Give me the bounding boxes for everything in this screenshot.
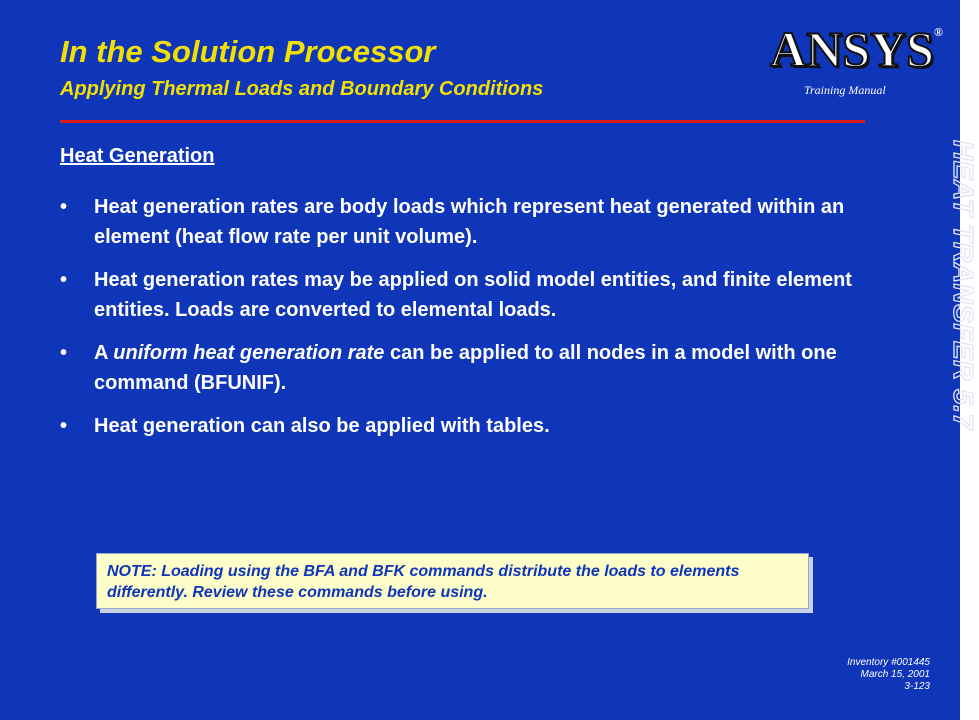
note-text: NOTE: Loading using the BFA and BFK commands distribute the loads to elements differently. Review these commands before using. xyxy=(107,563,740,601)
bullet-dot: • xyxy=(60,269,68,291)
header-divider xyxy=(60,120,865,123)
bullet-item xyxy=(60,411,880,441)
bullet-item xyxy=(60,192,880,252)
bullet-dot: • xyxy=(60,342,68,364)
footer xyxy=(847,657,930,693)
bullet-text: Heat generation rates may be applied on solid model entities, and finite element entities. Loads are converted to elemental loads. xyxy=(94,269,852,321)
page-number: 3-123 xyxy=(904,681,930,692)
bullet-dot: • xyxy=(60,415,68,437)
inventory-number: Inventory #001445 xyxy=(847,657,930,668)
training-manual-label: Training Manual xyxy=(804,83,886,97)
side-label: HEAT TRANSFER 5.7 xyxy=(948,140,979,430)
footer-date: March 15, 2001 xyxy=(860,669,930,680)
bullet-text: Heat generation can also be applied with tables. xyxy=(94,415,550,437)
note-box xyxy=(96,553,809,609)
bullet-item xyxy=(60,265,880,325)
slide-subtitle: Applying Thermal Loads and Boundary Conditions xyxy=(60,78,544,100)
bullet-list xyxy=(60,192,880,454)
bullet-dot: • xyxy=(60,196,68,218)
bullet-emphasis: uniform heat generation rate xyxy=(113,342,385,364)
side-label-container xyxy=(879,140,979,440)
logo-text: ANSYS xyxy=(770,21,934,77)
bullet-text-prefix: A xyxy=(94,342,114,364)
slide-title: In the Solution Processor xyxy=(60,34,436,69)
bullet-text: Heat generation rates are body loads which represent heat generated within an element (heat flow rate per unit volume). xyxy=(94,196,845,248)
bullet-item xyxy=(60,338,880,398)
ansys-logo xyxy=(770,21,943,77)
section-heading: Heat Generation xyxy=(60,145,215,167)
registered-mark: ® xyxy=(933,25,943,39)
bullet-text-suffix: can be applied to all nodes in a model with one command (BFUNIF). xyxy=(94,342,837,394)
